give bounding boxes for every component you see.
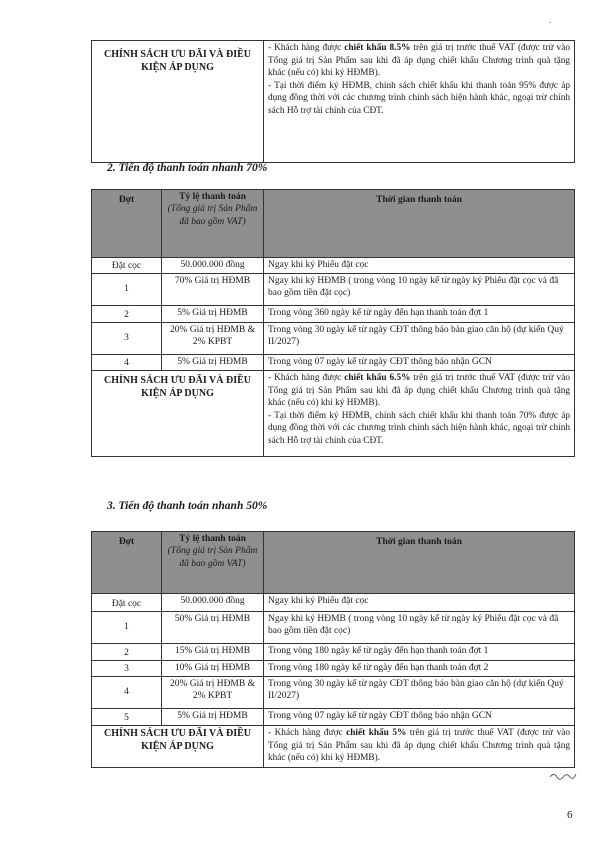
header-period: Đợt	[92, 190, 162, 258]
table-row: 2 15% Giá trị HĐMB Trong vòng 180 ngày kể từ ngày đến hạn thanh toán đợt 1	[92, 644, 575, 661]
policy-text: - Khách hàng được chiết khấu 6.5% trên giá trị trước thuế VAT (được trừ vào Tổng giá trị Sản Phẩm sau khi đã áp dụng chiết khấu Chương trình quà tặng khác (nếu có) khi ký HĐMB). - Tại thời điểm ký HĐMB, chính sách chiết khấu khi thanh toán 70% được áp dụng đồng thời với các chương trình chính sách hiện hành khác, ngoại trừ chính sách Hỗ trợ tài chính của CĐT.	[264, 371, 575, 457]
policy-row	[92, 371, 575, 457]
policy-text: - Khách hàng được chiết khấu 5% trên giá trị trước thuế VAT (được trừ vào Tổng giá trị Sản Phẩm sau khi đã áp dụng chiết khấu Chương trình quà tặng khác (nếu có) khi ký HĐMB).	[264, 726, 575, 768]
table-row: 4 5% Giá trị HĐMB Trong vòng 07 ngày kể từ ngày CĐT thông báo nhận GCN	[92, 355, 575, 371]
table-row: 3 20% Giá trị HĐMB & 2% KPBT Trong vòng 30 ngày kể từ ngày CĐT thông báo bàn giao căn hộ (dự kiến Quý II/2027)	[92, 323, 575, 355]
header-time: Thời gian thanh toán	[264, 532, 575, 594]
policy-label: CHÍNH SÁCH ƯU ĐÃI VÀ ĐIỀU KIỆN ÁP DỤNG	[92, 371, 264, 457]
discount-rate: chiết khấu 6.5%	[344, 373, 411, 383]
table-row: 2 5% Giá trị HĐMB Trong vòng 360 ngày kể từ ngày đến hạn thanh toán đợt 1	[92, 306, 575, 323]
header-rate: Tỷ lệ thanh toán (Tổng giá trị Sản Phẩm đã bao gồm VAT)	[162, 532, 264, 594]
discount-rate: chiết khấu 8.5%	[344, 43, 411, 53]
header-rate: Tỷ lệ thanh toán (Tổng giá trị Sản Phẩm đã bao gồm VAT)	[162, 190, 264, 258]
table-row: 4 20% Giá trị HĐMB & 2% KPBT Trong vòng 30 ngày kể từ ngày CĐT thông báo bàn giao căn hộ (dự kiến Quý II/2027)	[92, 677, 575, 709]
policy-label: CHÍNH SÁCH ƯU ĐÃI VÀ ĐIỀU KIỆN ÁP DỤNG	[92, 726, 264, 768]
table-row: 1 50% Giá trị HĐMB Ngay khi ký HĐMB ( trong vòng 10 ngày kể từ ngày ký Phiếu đặt cọc và đã bao gồm tiền đặt cọc)	[92, 612, 575, 644]
signature-initial-icon	[548, 768, 578, 782]
section-heading-50: 3. Tiến độ thanh toán nhanh 50%	[107, 500, 268, 512]
table-row: 5 5% Giá trị HĐMB Trong vòng 07 ngày kể từ ngày CĐT thông báo nhận GCN	[92, 709, 575, 726]
policy-text: - Khách hàng được chiết khấu 8.5% trên giá trị trước thuế VAT (được trừ vào Tổng giá trị Sản Phẩm sau khi đã áp dụng chiết khấu Chương trình quà tặng khác (nếu có) khi ký HĐMB). - Tại thời điểm ký HĐMB, chính sách chiết khấu khi thanh toán 95% được áp dụng đồng thời với các chương trình chính sách hiện hành khác, ngoại trừ chính sách Hỗ trợ tài chính của CĐT.	[264, 41, 575, 163]
page-number: 6	[567, 809, 573, 821]
policy-row	[92, 726, 575, 768]
policy-row	[92, 41, 575, 163]
header-period: Đợt	[92, 532, 162, 594]
table-row: 1 70% Giá trị HĐMB Ngay khi ký HĐMB ( trong vòng 10 ngày kể từ ngày ký Phiếu đặt cọc và đã bao gồm tiền đặt cọc)	[92, 274, 575, 306]
policy-table-95	[91, 40, 575, 163]
table-row: 3 10% Giá trị HĐMB Trong vòng 180 ngày kể từ ngày đến hạn thanh toán đợt 2	[92, 661, 575, 677]
payment-table-50	[91, 531, 575, 768]
policy-label: CHÍNH SÁCH ƯU ĐÃI VÀ ĐIỀU KIỆN ÁP DỤNG	[92, 41, 264, 163]
table-header	[92, 190, 575, 258]
section-heading-70: 2. Tiến độ thanh toán nhanh 70%	[107, 162, 268, 174]
payment-table-70	[91, 189, 575, 457]
table-row: Đặt cọc 50.000.000 đồng Ngay khi ký Phiếu đặt cọc	[92, 594, 575, 612]
corner-mark: -	[549, 18, 552, 26]
table-row: Đặt cọc 50.000.000 đồng Ngay khi ký Phiếu đặt cọc	[92, 258, 575, 274]
discount-rate: chiết khấu 5%	[346, 728, 407, 738]
table-header	[92, 532, 575, 594]
header-time: Thời gian thanh toán	[264, 190, 575, 258]
